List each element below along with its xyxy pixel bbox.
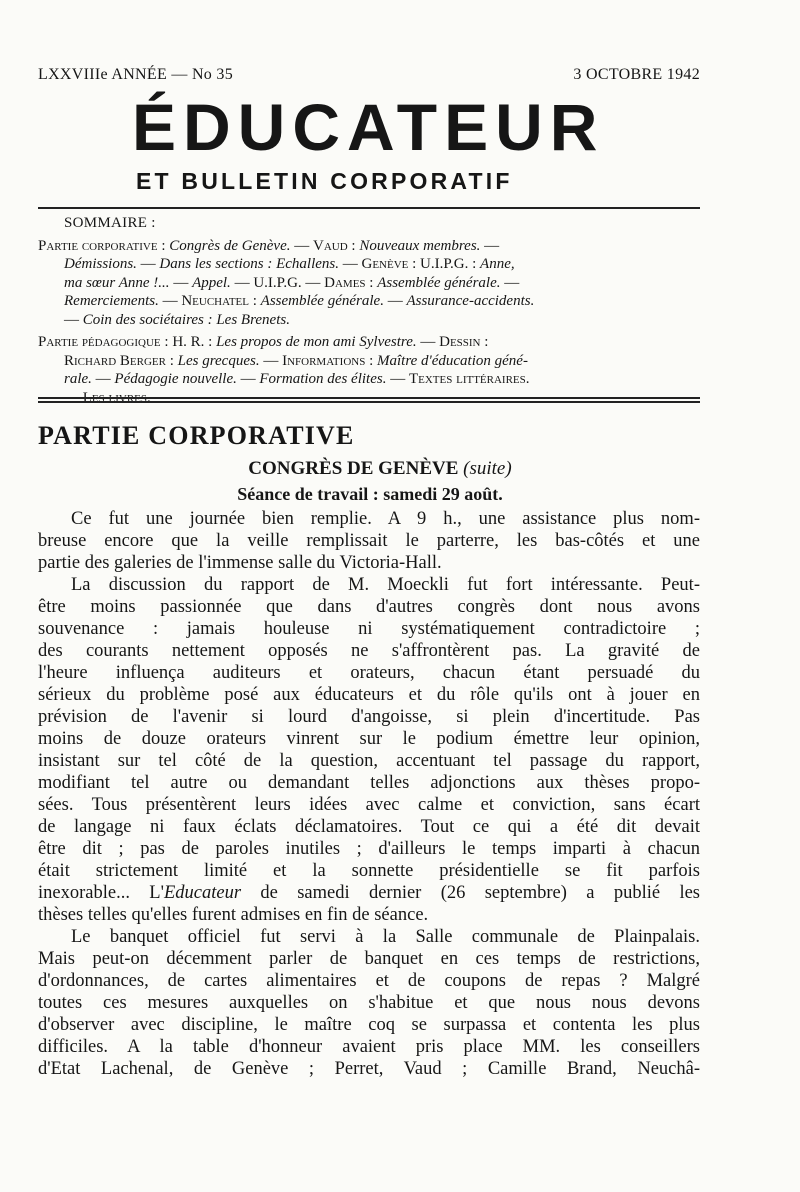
text-line: d'Etat Lachenal, de Genève ; Perret, Vaud ; Camille Brand, Neuchâ- (38, 1059, 700, 1079)
text-fragment: inexorable... L' (38, 883, 164, 903)
sommaire-entry: Formation des élites. (259, 371, 387, 387)
sommaire-dash: — (387, 293, 403, 309)
text-line: des courants nettement opposés ne s'affrontèrent pas. La gravité de (38, 641, 700, 661)
text-line: La discussion du rapport de M. Moeckli fut fort intéressante. Peut- (71, 575, 700, 595)
text-line: modifiant tel autre ou demandant telles adjonctions aux thèses propo- (38, 773, 700, 793)
sommaire (38, 214, 700, 407)
sommaire-rubric: Vaud : (313, 237, 356, 254)
sommaire-dash: — (263, 352, 279, 369)
sommaire-entry: Echallens. (276, 256, 339, 272)
journal-reference: Educateur (163, 883, 242, 903)
sommaire-line (38, 311, 700, 330)
text-line (38, 882, 700, 904)
section-title: PARTIE CORPORATIVE (38, 421, 355, 450)
sommaire-entry: Assemblée générale. (377, 274, 501, 291)
text-line: souvenance : jamais houleuse ni systématiquement contradictoire ; (38, 619, 700, 639)
text-line: être moins passionnée que dans d'autres congrès dont nous avons (38, 597, 700, 617)
sommaire-dash: — (173, 274, 189, 291)
article-subtitle: Séance de travail : samedi 29 août. (237, 484, 503, 504)
sommaire-entry: H. R. : (172, 334, 213, 350)
text-line: d'observer avec discipline, le maître coq se surpassa et contenta les plus (38, 1015, 700, 1035)
sommaire-rubric: Genève : (361, 256, 417, 272)
sommaire-line (38, 352, 700, 371)
text-line: prévision de l'avenir si lourd d'angoisse, si plein d'incertitude. Pas (38, 707, 700, 727)
text-line: toutes ces mesures auxquelles on s'habitue et que nous nous devons (38, 993, 700, 1013)
article-title-text: CONGRÈS DE GENÈVE (248, 458, 459, 479)
article-title-suffix: (suite) (463, 458, 512, 479)
text-line: d'ordonnances, de cartes alimentaires et de coupons de repas ? Malgré (38, 971, 700, 991)
sommaire-entry: rale. (64, 371, 92, 387)
double-rule (38, 397, 700, 403)
text-line: Ce fut une journée bien remplie. A 9 h., une assistance plus nom- (71, 509, 700, 529)
sommaire-dash: — (342, 256, 358, 272)
sommaire-dash: — (390, 371, 406, 387)
sommaire-dash: — (420, 334, 436, 350)
sommaire-line (38, 255, 700, 274)
sommaire-entry: Démissions. (64, 256, 137, 272)
sommaire-entry: Pédagogie nouvelle. (114, 371, 237, 387)
masthead-line (38, 66, 700, 84)
sommaire-rubric: Informations : (282, 352, 374, 369)
sommaire-dash: — (305, 274, 321, 291)
text-fragment: de samedi dernier (26 septembre) a publié les (241, 883, 700, 903)
sommaire-dash: — (64, 311, 79, 328)
sommaire-section-label: Partie corporative : (38, 237, 166, 254)
issue-number: LXXVIIIe ANNÉE — No 35 (38, 66, 234, 83)
sommaire-rubric: Textes littéraires. (408, 371, 530, 387)
sommaire-entry: Nouveaux membres. (359, 237, 481, 254)
sommaire-entry: Coin des sociétaires : (82, 311, 213, 328)
text-line: sées. Tous présentèrent leurs idées avec calme et conviction, sans écart (38, 795, 700, 815)
text-line: difficiles. A la table d'honneur avaient pris place MM. les conseillers (38, 1037, 700, 1057)
sommaire-dash: — (294, 237, 310, 254)
sommaire-dash: — (504, 274, 520, 291)
text-line: l'heure influença auditeurs et orateurs, chacun étant persuadé du (38, 663, 700, 683)
sommaire-rubric: Dessin : (439, 334, 489, 350)
sommaire-entry: Remerciements. (64, 293, 159, 309)
sommaire-entry: Assemblée générale. (260, 293, 384, 309)
sommaire-pedagogique (38, 333, 700, 407)
top-rule (38, 207, 700, 209)
sommaire-entry: Maître d'éducation géné- (377, 352, 528, 369)
sommaire-rubric: Les livres. (82, 389, 151, 406)
sommaire-rubric: Dames : (324, 274, 374, 291)
text-line: partie des galeries de l'immense salle du Victoria-Hall. (38, 553, 442, 573)
text-line: moins de douze orateurs vinrent sur le podium émettre leur opinion, (38, 729, 700, 749)
sommaire-dash: — (95, 371, 111, 387)
sommaire-dash: — (484, 237, 500, 254)
sommaire-line (38, 274, 700, 293)
text-line: sérieux du problème posé aux éducateurs et du rôle qu'ils ont à jouer en (38, 685, 700, 705)
sommaire-line (38, 237, 700, 256)
sommaire-entry: Dans les sections : (159, 256, 273, 272)
sommaire-entry: U.I.P.G. (253, 274, 302, 291)
sommaire-dash: — (240, 371, 256, 387)
sommaire-section-label: Partie pédagogique : (38, 334, 169, 350)
sommaire-entry: Les propos de mon ami Sylvestre. (216, 334, 417, 350)
journal-subtitle: ET BULLETIN CORPORATIF (136, 168, 513, 194)
text-line: Mais peut-on décemment parler de banquet en ces temps de restrictions, (38, 949, 700, 969)
sommaire-entry: ma sœur Anne !... (64, 274, 170, 291)
text-line: était strictement limité et la sonnette présidentielle se fit parfois (38, 861, 700, 881)
sommaire-dash: — (64, 389, 79, 406)
sommaire-entry: Anne, (480, 256, 515, 272)
journal-title: ÉDUCATEUR (132, 90, 605, 164)
sommaire-rubric: Neuchatel : (181, 293, 257, 309)
sommaire-dash: — (162, 293, 178, 309)
text-line: breuse encore que la veille remplissait le parterre, les bas-côtés et une (38, 531, 700, 551)
text-line: être dit ; pas de paroles inutiles ; d'ailleurs le temps imparti à chacun (38, 839, 700, 859)
sommaire-rubric: Richard Berger : (64, 352, 174, 369)
sommaire-dash: — (234, 274, 250, 291)
article-body (38, 508, 700, 1080)
sommaire-heading: SOMMAIRE : (64, 215, 156, 231)
sommaire-dash: — (140, 256, 156, 272)
text-line: Le banquet officiel fut servi à la Salle communale de Plainpalais. (71, 927, 700, 947)
sommaire-entry: Assurance-accidents. (406, 293, 535, 309)
text-line: thèses telles qu'elles furent admises en fin de séance. (38, 905, 429, 925)
sommaire-entry: Les Brenets. (216, 311, 290, 328)
sommaire-entry: U.I.P.G. : (420, 256, 477, 272)
sommaire-corporative (38, 237, 700, 330)
sommaire-line (38, 370, 700, 389)
sommaire-entry: Appel. (192, 274, 231, 291)
article-title (0, 458, 760, 480)
issue-date: 3 OCTOBRE 1942 (573, 66, 700, 83)
sommaire-line (38, 292, 700, 311)
text-line: insistant sur tel côté de la question, accentuant tel passage du rapport, (38, 751, 700, 771)
sommaire-line (38, 333, 700, 352)
sommaire-entry: Congrès de Genève. (169, 237, 291, 254)
text-line: de langage ni faux éclats déclamatoires. Tout ce qui a été dit devait (38, 817, 700, 837)
sommaire-entry: Les grecques. (177, 352, 260, 369)
